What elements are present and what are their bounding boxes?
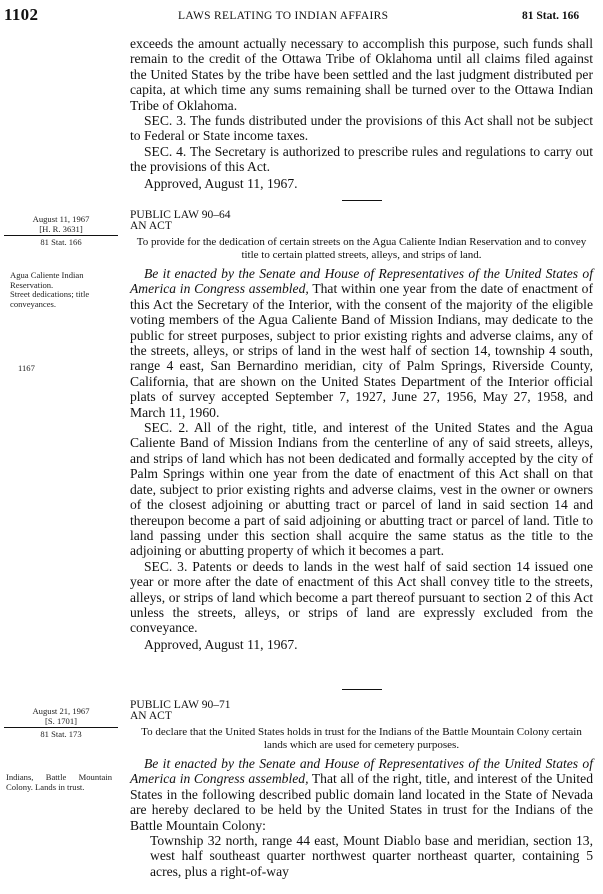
law2-land-description: Township 32 north, range 44 east, Mount Diablo base and meridian, section 13, west half southeast quarter northwest quarter northeast quarter, containing 5 acres, plus a right-of-way <box>150 833 593 879</box>
law2-act-heading: AN ACT <box>130 710 172 722</box>
law1-margin-bill: [H. R. 3631] <box>39 223 83 234</box>
law2-section-1 <box>130 756 593 833</box>
law2-margin-topic: Indians, Battle Mountain Colony. Lands in trust. <box>6 772 112 792</box>
section-separator <box>342 200 382 201</box>
law1-margin-ref: 1167 <box>18 363 35 373</box>
continuation-paragraph: exceeds the amount actually necessary to accomplish this purpose, such funds shall remain to the credit of the Ottawa Tribe of Oklahoma until all claims filed against the United States by the tribe have been settled and the last judgment distributed per capita, at which time any sums remaining shall be turned over to the Ottawa Indian Tribe of Oklahoma. <box>130 36 593 113</box>
stat-reference: 81 Stat. 166 <box>522 10 580 22</box>
law1-section-1-text: That within one year from the date of enactment of this Act the Secretary of the Interior, with the consent of the majority of the eligible voting members of the Agua Caliente Band of Mission Indians, may dedicate to the public for street purposes, subject to prior existing rights and adverse claims, any of the streets, alleys, or strips of land in the west half of section 14, township 4 south, range 4 east, San Bernardino meridian, city of Palm Springs, Riverside County, California, that are shown on the United States Department of the Interior official plats of survey accepted September 7, 1927, June 27, 1956, May 27, 1958, and March 11, 1960. <box>130 281 593 420</box>
law1-label: PUBLIC LAW 90–64 <box>130 209 231 221</box>
law2-margin-stat: 81 Stat. 173 <box>40 729 82 739</box>
law1-section-2: SEC. 2. All of the right, title, and interest of the United States and the Agua Caliente Band of Mission Indians from the centerline of any of said streets, alleys, and strips of land which has not been dedicated and formally accepted by the city of Palm Springs within one year from the date of enactment of this Act shall on that date, subject to prior existing rights and adverse claims, vest in the owner or owners of the closest adjoining or abutting tract or parcel of land in said section 14 and thereupon become a part of said adjoining or abutting tract or parcel of land. Title to land passing under this section shall acquire the same status as the title to the adjoining or abutting property of which it becomes a part. <box>130 420 593 559</box>
running-title: LAWS RELATING TO INDIAN AFFAIRS <box>178 10 389 22</box>
law1-section-1 <box>130 266 593 420</box>
law2-purpose: To declare that the United States holds in trust for the Indians of the Battle Mountain Colony certain lands which are used for cemetery purposes. <box>141 726 582 751</box>
approved-line: Approved, August 11, 1967. <box>144 175 298 191</box>
law2-body <box>130 756 593 879</box>
law1-act-heading: AN ACT <box>130 220 172 232</box>
section-4-paragraph: SEC. 4. The Secretary is authorized to prescribe rules and regulations to carry out the provisions of this Act. <box>130 143 593 175</box>
law2-enacting-clause: Be it enacted by the Senate and House of Representatives of the United States of America in Congress assembled, <box>130 756 593 787</box>
law1-purpose: To provide for the dedication of certain streets on the Agua Caliente Indian Reservation and to convey title to certain platted streets, alleys, and strips of land. <box>136 236 587 261</box>
section-3-paragraph: SEC. 3. The funds distributed under the provisions of this Act shall not be subject to Federal or State income taxes. <box>130 113 593 144</box>
section-separator <box>342 689 382 690</box>
margin-divider <box>4 727 118 728</box>
law1-topic-streets: Street dedications; title conveyances. <box>10 289 90 309</box>
law1-topic-reservation: Agua Caliente Indian Reservation. <box>10 270 84 290</box>
law1-margin-block <box>4 215 118 248</box>
law1-margin-topic <box>6 271 118 309</box>
law2-margin-block <box>4 707 118 740</box>
margin-divider <box>4 235 118 236</box>
law1-margin-stat: 81 Stat. 166 <box>40 237 82 247</box>
law2-margin-bill: [S. 1701] <box>45 715 77 726</box>
law2-label: PUBLIC LAW 90–71 <box>130 699 231 711</box>
continued-section <box>130 36 593 191</box>
law2-section-1-text: That all of the right, title, and interest of the United States in the following described public domain land located in the State of Nevada are hereby declared to be held by the United States in trust for the Indians of the Battle Mountain Colony: <box>130 771 593 833</box>
law2-margin-date: August 21, 1967 <box>32 706 90 716</box>
page-number: 1102 <box>4 5 39 24</box>
law1-body <box>130 266 593 652</box>
law1-margin-date: August 11, 1967 <box>32 214 90 224</box>
law1-section-3: SEC. 3. Patents or deeds to lands in the west half of said section 14 issued one year or more after the date of enactment of this Act shall convey title to the streets, alleys, or strips of land which become a part thereof pursuant to section 2 of this Act unless the streets, alleys, or strips of land are expressly excluded from the conveyance. <box>130 558 593 636</box>
law1-enacting-clause: Be it enacted by the Senate and House of Representatives of the United States of America in Congress assembled, <box>130 266 593 297</box>
law1-approved-line: Approved, August 11, 1967. <box>144 636 298 652</box>
